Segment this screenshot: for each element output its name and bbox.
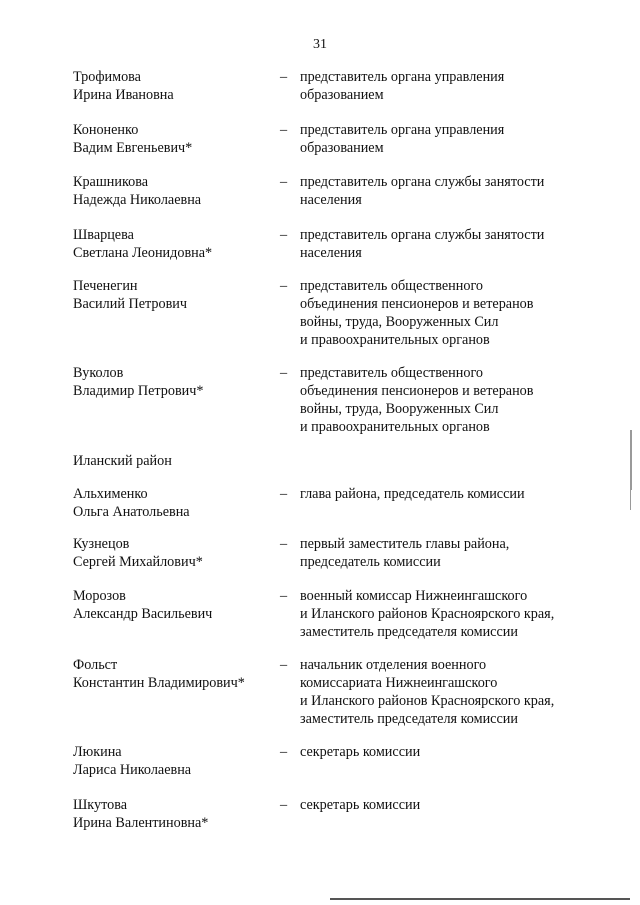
dash: –	[280, 797, 288, 813]
page-number: 31	[313, 37, 327, 52]
scan-edge-mark	[630, 430, 632, 490]
dash: –	[280, 227, 288, 243]
dash: –	[280, 536, 288, 552]
dash: –	[280, 486, 288, 502]
dash: –	[280, 174, 288, 190]
member-role: представитель общественного объединения пенсионеров и ветеранов войны, труда, Вооруженных Сил и правоохранительных органов	[300, 365, 534, 435]
dash: –	[280, 278, 288, 294]
scan-edge-mark	[630, 490, 631, 510]
member-role: глава района, председатель комиссии	[300, 486, 525, 502]
scan-bottom-line	[330, 898, 630, 900]
member-name: Кононенко Вадим Евгеньевич*	[73, 122, 193, 156]
dash: –	[280, 365, 288, 381]
dash: –	[280, 657, 288, 673]
member-role: военный комиссар Нижнеингашского и Иланского районов Красноярского края, заместитель председателя комиссии	[300, 588, 555, 640]
member-name: Крашникова Надежда Николаевна	[73, 174, 202, 208]
member-name: Морозов Александр Васильевич	[73, 588, 213, 622]
member-role: секретарь комиссии	[300, 744, 421, 760]
member-role: представитель органа управления образованием	[300, 69, 505, 103]
member-name: Вуколов Владимир Петрович*	[73, 365, 204, 399]
member-role: представитель общественного объединения пенсионеров и ветеранов войны, труда, Вооруженных Сил и правоохранительных органов	[300, 278, 534, 348]
dash: –	[280, 588, 288, 604]
member-name: Фольст Константин Владимирович*	[73, 657, 245, 691]
dash: –	[280, 744, 288, 760]
section-title: Иланский район	[73, 453, 172, 469]
member-name: Шкутова Ирина Валентиновна*	[73, 797, 209, 831]
member-name: Печенегин Василий Петрович	[73, 278, 187, 312]
member-role: представитель органа службы занятости населения	[300, 174, 545, 208]
member-role: представитель органа управления образованием	[300, 122, 505, 156]
member-role: начальник отделения военного комиссариата Нижнеингашского и Иланского районов Красноярского края, заместитель председателя комиссии	[300, 657, 555, 727]
member-name: Люкина Лариса Николаевна	[73, 744, 192, 778]
member-name: Альхименко Ольга Анатольевна	[73, 486, 190, 520]
member-role: представитель органа службы занятости населения	[300, 227, 545, 261]
member-name: Шварцева Светлана Леонидовна*	[73, 227, 213, 261]
member-role: секретарь комиссии	[300, 797, 421, 813]
dash: –	[280, 122, 288, 138]
dash: –	[280, 69, 288, 85]
member-role: первый заместитель главы района, председатель комиссии	[300, 536, 510, 570]
member-name: Трофимова Ирина Ивановна	[73, 69, 174, 103]
member-name: Кузнецов Сергей Михайлович*	[73, 536, 203, 570]
